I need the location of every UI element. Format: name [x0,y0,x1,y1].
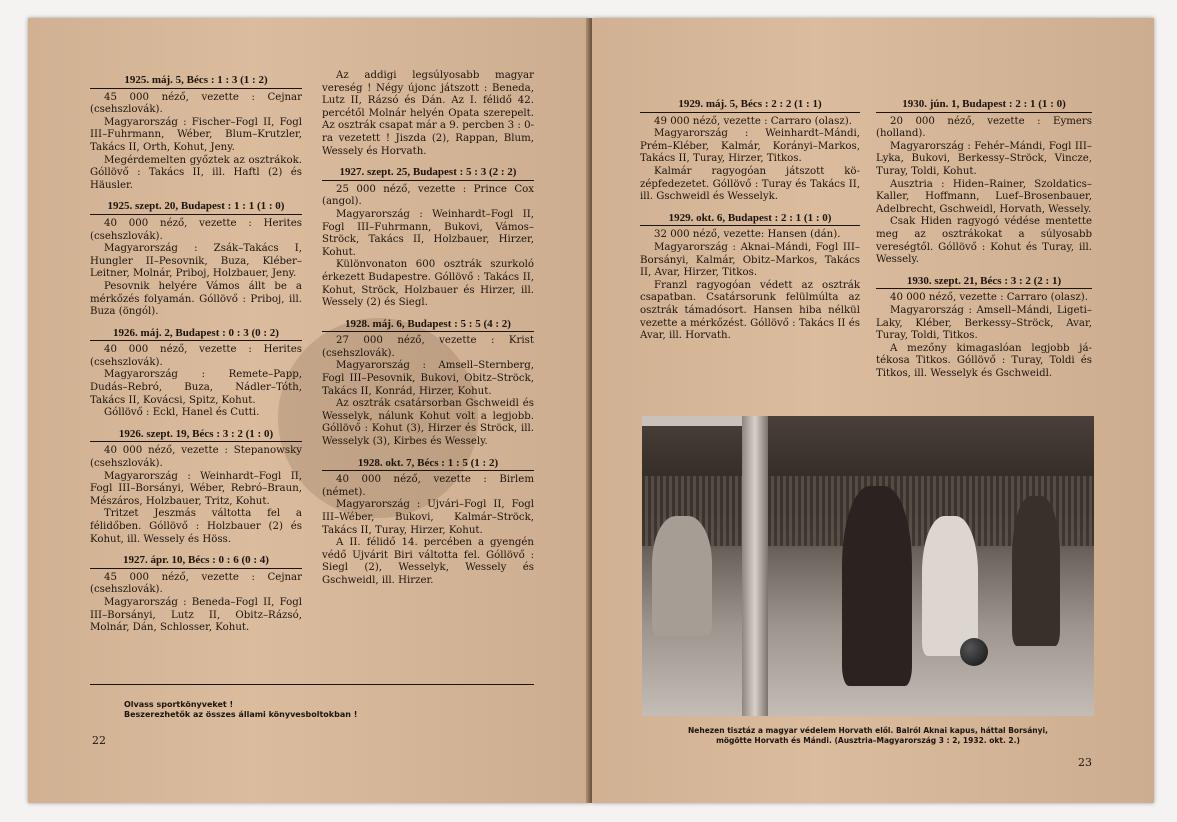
match-header: 1930. jún. 1, Budapest : 2 : 1 (1 : 0) [876,98,1092,113]
right-page-column-1 [640,98,860,343]
page-number: 23 [1078,756,1092,769]
right-page-column-2 [876,98,1092,380]
match-paragraph: 20 000 néző, vezette : Eymers (holland). [876,115,1092,140]
match-paragraph: Magyarország : Amsell–Mándi, Ligeti–Laky, Kléber, Berkessy–Ströck, Avar, Turay, Toldi, Titkos. [876,304,1092,342]
ad-line-1: Olvass sportkönyveket ! [124,700,234,709]
match-paragraph: 32 000 néző, vezette: Hansen (dán). [654,229,841,241]
bottom-rule [90,684,534,685]
match-paragraph: Magyarország : Fehér–Mándi, Fogl III–Lyka, Bukovi, Berkessy–Ströck, Vincze, Turay, Toldi, Kohut. [876,140,1092,177]
match-paragraph: Magyarország : Zsák–Takács I, Hungler II–Pesovnik, Buza, Kléber–Leitner, Molnár, Priboj, Holzbauer, Jeny. [90,243,302,280]
match-paragraph: Magyarország : Beneda–Fogl II, Fogl III–Borsányi, Lutz II, Obitz–Rázsó, Molnár, Dán, Schlosser, Kohut. [90,596,302,634]
match-paragraph: Magyarország : Ujvári–Fogl II, Fogl III–Wéber, Bukovi, Kalmár–Ströck, Takács II, Turay, Hirzer, Kohut. [322,499,534,536]
right-page [592,18,1154,803]
match-paragraph: Megérdemelten győztek az osztrákok. Góllövő : Takács II, ill. Haftl (2) és Häusler. [90,154,302,191]
match-paragraph: Az addigi legsúlyosabb magyar vereség ! Négy újonc játszott : Beneda, Lutz II, Rázsó és Dán. Az I. félidő 42. percétől Molnár helyén Opata szerepelt. Az osztrák csapat már a 9. percben 3 : 0-ra vezetett ! Jiszda (2), Rappan, Blum, Wessely és Horvath. [322,70,534,157]
caption-line-1: Nehezen tisztáz a magyar védelem Horvath elől. Balról Aknai kapus, háttal Borsányi, [688,726,1048,735]
match-paragraph: Magyarország : Fischer–Fogl II, Fogl III–Fuhrmann, Wéber, Blum–Krutzler, Takács II, Orth, Kohut, Jeny. [90,116,302,153]
match-paragraph: 40 000 néző, vezette : Herites (csehszlovák). [90,217,302,242]
match-header: 1928. okt. 7, Bécs : 1 : 5 (1 : 2) [322,457,534,472]
match-header: 1926. máj. 2, Budapest : 0 : 3 (0 : 2) [90,327,302,342]
match-paragraph: Ausztria : Hiden–Rainer, Szoldatics–Kaller, Hoffmann, Luef–Brosenbauer, Adelbrecht, Gschweidl, Horvath, Wessely. [876,178,1092,215]
left-page-column-2 [322,70,534,588]
match-header: 1929. máj. 5, Bécs : 2 : 2 (1 : 1) [640,98,860,113]
match-header: 1925. szept. 20, Budapest : 1 : 1 (1 : 0) [90,200,302,215]
match-paragraph: 27 000 néző, vezette : Krist (csehszlovák). [322,335,534,359]
match-paragraph: 40 000 néző, vezette : Carraro (olasz). [890,292,1088,304]
match-paragraph: Magyarország : Weinhardt–Mándi, Prém–Kléber, Kalmár, Korányi–Markos, Takács II, Turay, Hirzer, Titkos. [640,128,860,165]
match-header: 1929. okt. 6, Budapest : 2 : 1 (1 : 0) [640,212,860,227]
match-photo [642,416,1094,716]
match-paragraph: Az osztrák csatársorban Gschweidl és Wesselyk, nálunk Kohut volt a legjobb. Góllövő : Kohut (3), Hirzer és Ströck, ill. Wesselyk (3), Kirbes és Wessely. [322,398,534,448]
match-header: 1925. máj. 5, Bécs : 1 : 3 (1 : 2) [90,74,302,89]
player-figure [842,486,912,686]
match-paragraph: 45 000 néző, vezette : Cejnar (csehszlovák). [90,91,302,116]
page-number: 22 [92,734,106,747]
photo-goalpost [742,416,768,716]
match-paragraph: Tritzet Jeszmás váltotta fel a félidőben. Góllövő : Holzbauer (2) és Kohut, ill. Wessely és Höss. [90,508,302,545]
match-paragraph: Magyarország : Weinhardt–Fogl II, Fogl III–Fuhrmann, Bukovi, Vámos–Ströck, Takács II, Holzbauer, Hirzer, Kohut. [322,208,534,258]
match-paragraph: 49 000 néző, vezette : Carraro (olasz). [654,115,852,127]
match-header: 1928. máj. 6, Budapest : 5 : 5 (4 : 2) [322,318,534,333]
match-paragraph: Kalmár ragyogóan játszott középfedezetet. Góllövő : Turay és Takács II, ill. Gschweidl és Wesselyk. [640,165,860,203]
photo-ball [960,638,988,666]
match-paragraph: Franzl ragyogóan védett az osztrák csapatban. Csatársorunk felülmúlta az osztrák támadósort. Hansen hiba nélkül vezette a mérkőzést. Góllövő : Takács II és Avar, ill. Horvath. [640,279,860,342]
left-page-column-1 [90,74,302,635]
match-paragraph: Pesovnik helyére Vámos állt be a mérkőzés folyamán. Góllövő : Priboj, ill. Buza (öngól). [90,280,302,318]
match-header: 1927. ápr. 10, Bécs : 0 : 6 (0 : 4) [90,554,302,569]
match-paragraph: Magyarország : Remete–Papp, Dudás–Rebró, Buza, Nádler–Tóth, Takács II, Kovácsi, Spitz, Kohut. [90,369,302,406]
player-figure [922,516,978,656]
match-header: 1926. szept. 19, Bécs : 3 : 2 (1 : 0) [90,428,302,443]
match-paragraph: 40 000 néző, vezette : Birlem (német). [322,474,534,498]
match-header: 1927. szept. 25, Budapest : 5 : 3 (2 : 2) [322,166,534,181]
match-paragraph: A mezőny kimagaslóan legjobb játékosa Titkos. Góllövő : Turay, Toldi és Titkos, ill. Wesselyk és Gschweidl. [876,342,1092,379]
match-header: 1930. szept. 21, Bécs : 3 : 2 (2 : 1) [876,275,1092,290]
match-paragraph: 40 000 néző, vezette : Herites (csehszlovák). [90,344,302,368]
ad-line-2: Beszerezhetők az összes állami könyvesboltokban ! [124,710,358,719]
match-paragraph: Magyarország : Amsell–Sternberg, Fogl III–Pesovnik, Bukovi, Obitz–Ströck, Takács II, Konrád, Hirzer, Kohut. [322,360,534,397]
match-paragraph: 25 000 néző, vezette : Prince Cox (angol). [322,183,534,208]
match-paragraph: A II. félidő 14. percében a gyengén védő Ujvárit Biri váltotta fel. Góllövő : Siegl (2), Wesselyk, Wessely és Gschweidl, ill. Hirzer. [322,537,534,586]
match-paragraph: Magyarország : Aknai–Mándi, Fogl III–Borsányi, Kalmár, Obitz–Markos, Takács II, Avar, Hirzer, Titkos. [640,241,860,279]
photo-caption [642,726,1094,746]
match-paragraph: Magyarország : Weinhardt–Fogl II, Fogl III–Borsányi, Wéber, Rebró–Braun, Mészáros, Holzbauer, Tritz, Kohut. [90,470,302,507]
match-paragraph: Csak Hiden ragyogó védése mentette meg az osztrákokat a súlyosabb vereségtől. Góllövő : Kohut és Turay, ill. Wessely. [876,216,1092,266]
match-paragraph: 40 000 néző, vezette : Stepanowsky (csehszlovák). [90,445,302,470]
caption-line-2: mögötte Horvath és Mándi. (Ausztria–Magyarország 3 : 2, 1932. okt. 2.) [716,736,1020,745]
match-paragraph: 45 000 néző, vezette : Cejnar (csehszlovák). [90,571,302,596]
goalkeeper-figure [652,516,712,636]
left-page [28,18,590,803]
player-figure [1012,496,1060,646]
match-paragraph: Góllövő : Eckl, Hanel és Cutti. [104,407,260,419]
match-paragraph: Különvonaton 600 osztrák szurkoló érkezett Budapestre. Góllövő : Takács II, Kohut, Ströck, Holzbauer és Hirzer, ill. Wessely (2) és Siegl. [322,259,534,309]
advertisement [124,700,524,720]
